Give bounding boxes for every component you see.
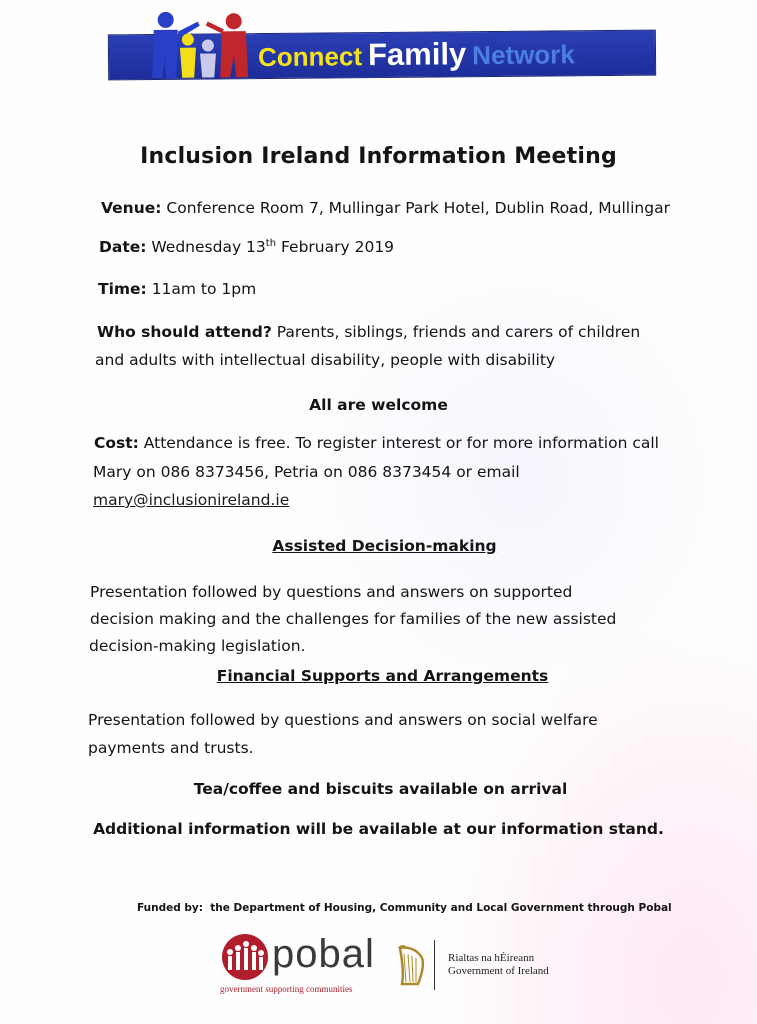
date-value: [151, 238, 394, 256]
banner-word-family: Family: [367, 36, 467, 73]
section1-line-2: decision making and the challenges for families of the new assisted: [90, 610, 617, 628]
section2-line-2: payments and trusts.: [88, 739, 254, 757]
date-day: Wednesday 13: [151, 238, 266, 256]
email-link[interactable]: mary@inclusionireland.ie: [93, 491, 290, 509]
venue-value: Conference Room 7, Mullingar Park Hotel, Dublin Road, Mullingar: [166, 199, 670, 217]
pobal-wordmark: pobal: [272, 932, 375, 976]
cost-line-1: [94, 433, 659, 453]
gov-name-english: Government of Ireland: [448, 965, 549, 977]
harp-icon: [394, 944, 428, 988]
connect-family-network-banner: [108, 28, 654, 81]
pobal-people-icon: [220, 932, 270, 982]
cost-line-3: [93, 490, 289, 510]
cost-label: Cost:: [94, 434, 139, 452]
section1-line-1: Presentation followed by questions and answers on supported: [90, 583, 573, 601]
funded-text: the Department of Housing, Community and Local Government through Pobal: [210, 902, 672, 914]
pobal-logo: [220, 930, 380, 1000]
cost-line-2: Mary on 086 8373456, Petria on 086 8373454 or email: [93, 463, 520, 481]
date-month-year: February 2019: [280, 238, 395, 256]
section-heading-assisted-decision: Assisted Decision-making: [272, 537, 497, 555]
gov-divider: [434, 940, 435, 990]
banner-word-network: Network: [472, 39, 575, 71]
cost-text-1: Attendance is free. To register interest or for more information call: [143, 434, 659, 452]
section-heading-financial-supports: Financial Supports and Arrangements: [216, 667, 549, 685]
welcome-text: All are welcome: [309, 396, 448, 414]
venue-line: [101, 198, 670, 218]
attend-text-1: Parents, siblings, friends and carers of children: [276, 323, 641, 341]
funded-by-line: [137, 902, 672, 914]
page-title: Inclusion Ireland Information Meeting: [140, 144, 617, 169]
government-of-ireland-logo: [392, 940, 582, 992]
banner-title: [258, 35, 575, 74]
time-value: 11am to 1pm: [151, 280, 257, 298]
date-label: Date:: [99, 238, 147, 256]
additional-info-text: Additional information will be available at our information stand.: [93, 820, 664, 838]
time-line: [98, 279, 256, 299]
attend-line-1: [97, 322, 640, 342]
attend-line-2: and adults with intellectual disability, people with disability: [95, 351, 556, 369]
funded-label: Funded by:: [137, 902, 203, 914]
refreshments-text: Tea/coffee and biscuits available on arrival: [193, 780, 568, 798]
venue-label: Venue:: [101, 199, 162, 217]
section2-line-1: Presentation followed by questions and answers on social welfare: [88, 711, 598, 729]
gov-name-irish: Rialtas na hÉireann: [448, 952, 535, 964]
date-ordinal: th: [265, 237, 277, 249]
time-label: Time:: [98, 280, 147, 298]
section1-line-3: decision-making legislation.: [89, 637, 306, 655]
attend-label: Who should attend?: [97, 323, 272, 341]
banner-word-connect: Connect: [257, 41, 363, 73]
date-line: [99, 237, 394, 257]
family-figures-icon: [136, 9, 267, 80]
pobal-tagline: government supporting communities: [220, 984, 353, 994]
